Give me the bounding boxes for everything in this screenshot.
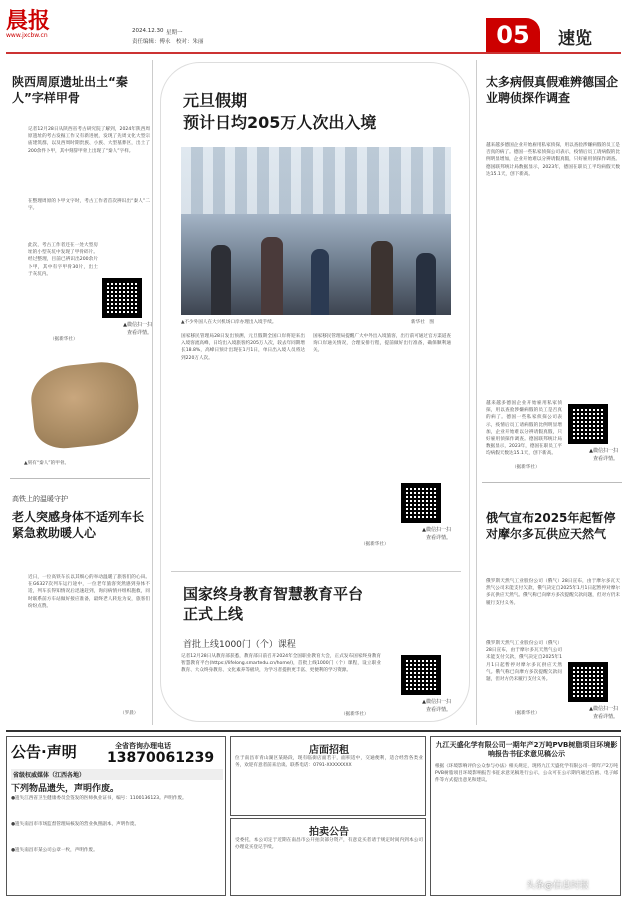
env-notice-block (430, 736, 621, 896)
section-name: 速览 (558, 29, 592, 49)
qr-code-icon[interactable] (102, 278, 142, 318)
qr-caption: ▲微信扫一扫 (589, 706, 618, 712)
qr-caption: 查看详情。 (592, 714, 618, 720)
column-divider (152, 60, 153, 725)
article-title: 太多病假真假难辨德国企业聘侦探作调查 (486, 75, 619, 105)
qr-code-icon[interactable] (401, 655, 441, 695)
center-column (160, 62, 470, 722)
qr-caption: 查看详情。 (425, 707, 451, 713)
article-body: 越来越多德国企业开始雇用私家侦探，用以查验涉嫌病假的员工是否真的病了。德国一些私家侦探公司表示，疫情后员工请病假的比例明显增加，企业开始难以分辨请假真假，只好雇用侦探作调查。德国联邦统计局数据显示，2023年，德国在职员工平均病假天数达15.1天，创下新高。 (486, 143, 620, 177)
qr-caption: 查看详情。 (126, 330, 152, 336)
article-title: 预计日均205万人次出入境 (183, 113, 377, 132)
article-source: （罗晨） (120, 711, 139, 716)
article-body: 此次，考古工作者还在一处大型房址的小型灰坑中发现了甲骨碎片。经过整理，目前已辨识出200余片卜甲，其中有字甲骨30片，出土于灰坑内。 (28, 243, 98, 277)
qr-code-icon[interactable] (568, 662, 608, 702)
logo: 晨报 (6, 8, 51, 34)
lost-item: ●遗失南昌市市场监督管理局核发的营业执照副本，声明作废。 (11, 822, 140, 827)
article-body: 在整理周原的卜甲文字时，考古工作者首次辨识出“秦人”二字。 (28, 199, 150, 212)
auction-body: 受委托，本公司定于近期在南昌市公开拍卖部分资产，有意竞买者请于规定时间内到本公司办理竞买登记手续。 (235, 838, 423, 851)
qr-caption: 查看详情。 (425, 535, 451, 541)
qr-caption: 查看详情。 (592, 456, 618, 462)
article-title: 正式上线 (183, 605, 244, 623)
article-body: 俄罗斯天然气工业股份公司（俄气）28日宣布，由于摩尔多瓦天然气公司未能支付欠款，俄气决定自2025年1月1日起暂停对摩尔多瓦供应天然气。俄气称已向摩方多次提醒欠款问题，但对方仍未履行支付义务。 (486, 641, 562, 683)
notice-title: 公告·声明 (11, 743, 77, 761)
hotline-label: 全省咨询办理电话 (115, 742, 171, 750)
airport-photo (181, 147, 451, 315)
qr-caption: ▲微信扫一扫 (123, 322, 152, 328)
shop-body: 位于南昌市青山湖区某路段，现有临街店面若干，面积适中，交通便利，适合经营各类业务，欢迎有意者前来洽谈。联系电话：0791-XXXXXXXX (235, 756, 423, 769)
shop-rental-block (230, 736, 426, 816)
photo-caption: ▲不少外国人在大兴机场口岸办理出入境手续。 (181, 320, 277, 325)
column-divider (476, 60, 477, 725)
photo-caption: ▲刻有“秦人”的甲骨。 (24, 461, 70, 466)
env-body: 根据《环境影响评价公众参与办法》相关规定，现将九江天盛化学有限公司一期年产2万吨PVB树脂项目环境影响报告书征求意见稿进行公示，公众可在公示期内通过信函、电子邮件等方式提出意见和建议。 (435, 764, 618, 784)
page-number: 05 (486, 18, 540, 52)
oracle-bone-photo (24, 356, 146, 456)
auction-block (230, 818, 426, 896)
article-source: （据新华社） (50, 337, 78, 342)
lost-item: ●遗失江西省卫生健康委员会签发的医师执业证书，编号：1100136123。声明作废。 (11, 796, 187, 801)
right-column (482, 58, 622, 726)
left-column (10, 58, 150, 718)
article-body: 国家移民管理局提醒广大中外出入境旅客，出行前可通过官方渠道查询口岸通关情况，合理安排行程，提前做好出行准备，确保顺利通关。 (313, 334, 451, 354)
qr-caption: ▲微信扫一扫 (422, 699, 451, 705)
qr-caption: ▲微信扫一扫 (589, 448, 618, 454)
photo-credit: 新华社 图 (411, 320, 434, 325)
auction-title: 拍卖公告 (309, 827, 349, 838)
qr-caption: ▲微信扫一扫 (422, 527, 451, 533)
proof-credit: 校对：朱丽 (176, 39, 204, 45)
issue-weekday: 星期一 (166, 30, 183, 36)
article-kicker: 高铁上的温暖守护 (12, 495, 68, 503)
article-title: 国家终身教育智慧教育平台 (183, 585, 364, 603)
divider (171, 571, 461, 572)
article-source: （据新华社） (361, 542, 389, 547)
ads-section (6, 730, 621, 896)
article-source: （据新华社） (512, 711, 540, 716)
article-subtitle: 首批上线1000门（个）课程 (183, 640, 296, 650)
editor-credit: 责任编辑：傅永 (132, 39, 171, 45)
qr-code-icon[interactable] (568, 404, 608, 444)
env-title: 九江天盛化学有限公司一期年产2万吨PVB树脂项目环境影响报告书征求意见稿公示 (435, 741, 618, 758)
article-body: 记者12月28日从陕西省考古研究院了解到，2024年陕西周原遗址的考古发掘工作又有新进展，发现了先周文化大型宗庙建筑群，以及西周时期贵族、小族、大型墓葬区，出土了200余件卜甲，其中刻辞甲骨上出现了“秦人”字样。 (28, 127, 150, 154)
article-body: 近日，一位高铁车长以其细心的举动温暖了旅客们的心田。在G6327次列车运行途中，一位老年旅客突然感到身体不适，列车长得知情况后迅速赶到，询问病情并组织施救，同时联系前方车站做好接应准备，最终老人转危为安，旅客们纷纷点赞。 (28, 575, 150, 609)
article-body: 国家移民管理局28日发出预测，元旦假期全国口岸将迎来出入境客流高峰，日均出入境旅客约205万人次，较去年同期增长18.8%，高峰日预计出现在1月1日，单日出入境人员将达到220万人次。 (181, 334, 305, 361)
article-title: 元旦假期 (183, 91, 248, 110)
website: www.jxcbw.cn (6, 32, 48, 39)
article-body: 俄罗斯天然气工业股份公司（俄气）28日宣布，由于摩尔多瓦天然气公司未能支付欠款，俄气决定自2025年1月1日起暂停对摩尔多瓦供应天然气。俄气称已向摩方多次提醒欠款问题，但对方仍未履行支付义务。 (486, 579, 620, 606)
header-rule (6, 52, 621, 54)
article-source: （据新华社） (341, 712, 369, 717)
notice-block (6, 736, 226, 896)
watermark: 头条@信息时报 (526, 881, 590, 891)
hotline-number[interactable]: 13870061239 (107, 750, 215, 766)
masthead (6, 4, 621, 52)
article-title: 俄气宣布2025年起暂停对摩尔多瓦供应天然气 (486, 511, 616, 541)
lost-item: ●遗失南昌市某公司公章一枚，声明作废。 (11, 848, 98, 853)
lost-title: 下列物品遗失，声明作废。 (11, 784, 120, 794)
article-source: （据新华社） (512, 465, 540, 470)
article-body: 越来越多德国企业开始雇用私家侦探，用以查验涉嫌病假的员工是否真的病了。德国一些私家侦探公司表示，疫情后员工请病假的比例明显增加，企业开始难以分辨请假真假，只好雇用侦探作调查。德国联邦统计局数据显示，2023年，德国在职员工平均病假天数达15.1天，创下新高。 (486, 401, 562, 457)
qr-code-icon[interactable] (401, 483, 441, 523)
office-label: 省级权威媒体（江西各地） (11, 769, 223, 780)
article-title: 陕西周原遗址出土“秦人”字样甲骨 (12, 75, 128, 105)
divider (10, 478, 150, 479)
issue-date: 2024.12.30 (132, 28, 164, 34)
divider (482, 482, 622, 483)
article-body: 记者12月28日从教育部获悉，教育部日前召开2024年全国职业教育大会，正式发布国家终身教育智慧教育平台(https://lifelong.smartedu.cn/home/)，首批上线1000门（个）课程，设立职业教育、大众终身教育、文化素养等板块，为学习者提供更丰富、更便利的学习资源。 (181, 654, 381, 674)
shop-title: 店面招租 (309, 745, 349, 756)
article-title: 老人突感身体不适列车长紧急救助暖人心 (12, 510, 145, 540)
